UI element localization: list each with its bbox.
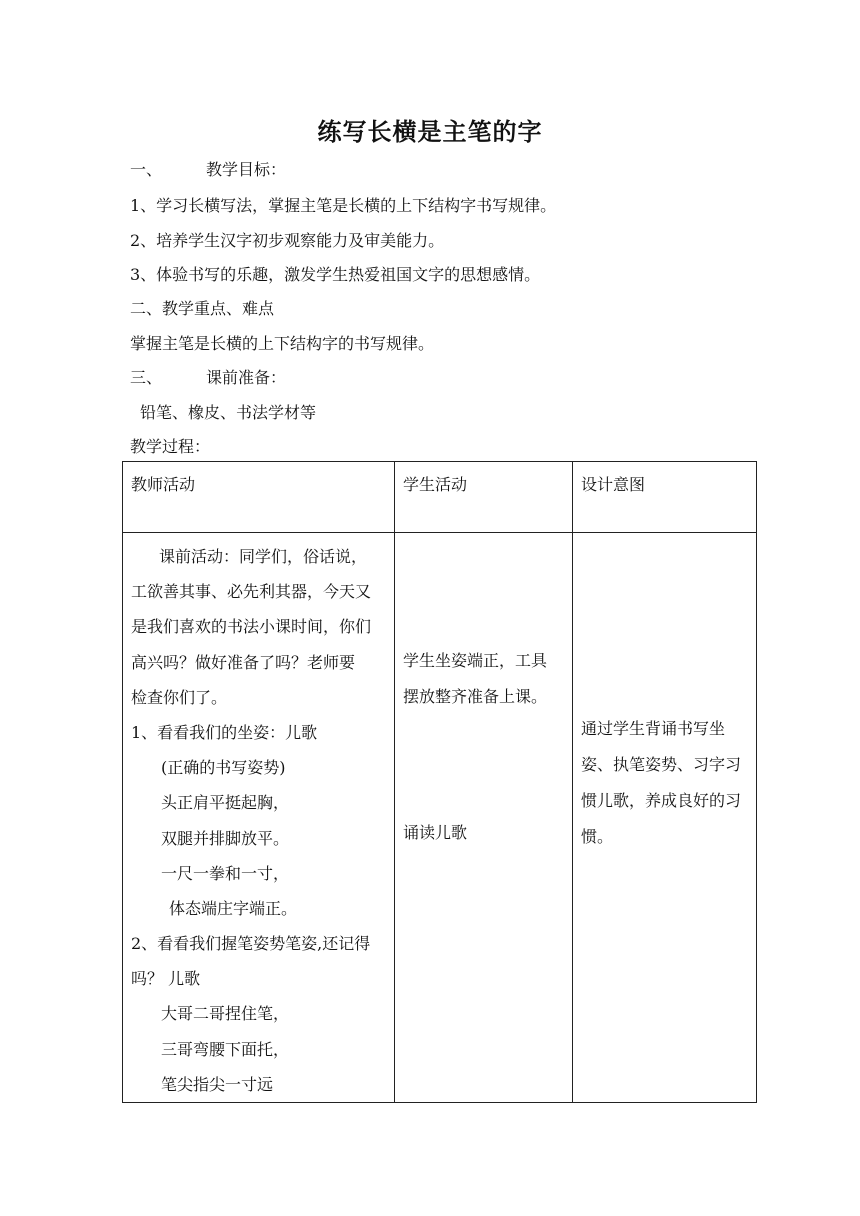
header-teacher: 教师活动 <box>131 475 196 494</box>
header-intent: 设计意图 <box>581 475 646 494</box>
teacher-line: 课前活动：同学们，俗话说， <box>159 547 368 566</box>
teacher-line: (正确的书写姿势) <box>161 758 286 778</box>
goal-item: 1、学习长横写法，掌握主笔是长横的上下结构字书写规律。 <box>130 196 557 215</box>
section-keypoints-heading: 二、教学重点、难点 <box>130 299 275 318</box>
intent-line: 通过学生背诵书写坐 <box>581 719 726 738</box>
section-number: 一、 <box>130 160 163 179</box>
teacher-line: 检查你们了。 <box>131 687 228 707</box>
section-label: 课前准备： <box>206 368 287 387</box>
header-cell <box>395 462 573 533</box>
header-cell <box>123 462 395 533</box>
intent-line: 姿、执笔姿势、习字习 <box>581 755 742 774</box>
table-row <box>123 533 757 1103</box>
goal-item: 3、体验书写的乐趣，激发学生热爱祖国文字的思想感情。 <box>130 265 541 284</box>
student-activity-cell <box>395 533 573 1103</box>
materials-text: 铅笔、橡皮、书法学材等 <box>140 403 317 422</box>
student-line: 摆放整齐准备上课。 <box>403 687 548 706</box>
process-label: 教学过程： <box>130 437 211 456</box>
section-label: 教学目标： <box>206 160 287 179</box>
section-objectives-heading <box>130 160 286 180</box>
keypoint-text: 掌握主笔是长横的上下结构字的书写规律。 <box>130 334 435 353</box>
teacher-line: 头正肩平挺起胸， <box>161 793 290 813</box>
teacher-line: 一尺一拳和一寸， <box>161 863 290 883</box>
teacher-line: 高兴吗？做好准备了吗？老师要 <box>131 652 356 672</box>
teacher-line: 是我们喜欢的书法小课时间，你们 <box>131 617 372 637</box>
teacher-line: 工欲善其事、必先利其器，今天又 <box>131 582 372 602</box>
table-header-row <box>123 462 757 533</box>
intent-line: 惯。 <box>581 827 614 846</box>
teacher-line: 三哥弯腰下面托， <box>161 1039 290 1059</box>
header-student: 学生活动 <box>403 475 468 494</box>
teacher-line: 双腿并排脚放平。 <box>161 828 290 848</box>
teacher-line: 大哥二哥捏住笔， <box>161 1004 290 1024</box>
teacher-line: 1、看看我们的坐姿：儿歌 <box>131 722 318 742</box>
teacher-activity-cell <box>123 533 395 1103</box>
teacher-line: 吗？ 儿歌 <box>131 969 201 989</box>
header-cell <box>573 462 757 533</box>
intent-line: 惯儿歌，养成良好的习 <box>581 791 742 810</box>
design-intent-cell <box>573 533 757 1103</box>
goal-item: 2、培养学生汉字初步观察能力及审美能力。 <box>130 231 445 250</box>
teacher-line: 笔尖指尖一寸远 <box>161 1074 274 1094</box>
teacher-line: 2、看看我们握笔姿势笔姿,还记得 <box>131 934 371 954</box>
lesson-process-table <box>122 461 757 1103</box>
student-recite: 诵读儿歌 <box>403 823 468 842</box>
teacher-line: 体态端庄字端正。 <box>169 898 298 918</box>
student-line: 学生坐姿端正，工具 <box>403 651 548 670</box>
section-preparation-heading <box>130 368 286 388</box>
section-number: 三、 <box>130 368 163 387</box>
page-title: 练写长横是主笔的字 <box>317 118 543 146</box>
